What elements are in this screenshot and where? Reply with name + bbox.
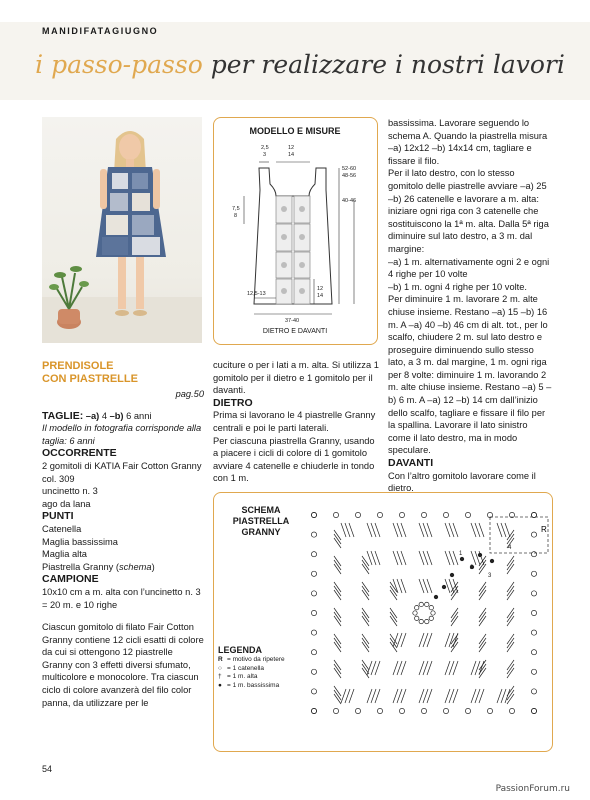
stitch-mark (453, 689, 458, 703)
repeat-box (490, 517, 548, 553)
stitch-mark (453, 661, 458, 675)
stitch-mark (393, 551, 398, 565)
stitch-mark (341, 689, 346, 703)
stitch-mark (531, 512, 536, 517)
occorrente-line: uncinetto n. 3 (42, 486, 98, 497)
dim-label: 37-40 (285, 318, 300, 324)
dim-label: 8 (234, 213, 238, 219)
dim-label: 3 (263, 152, 267, 158)
taglie-a-label: –a) (83, 410, 102, 421)
stitch-mark (445, 689, 450, 703)
stitch-mark (333, 512, 338, 517)
stitch-mark (427, 633, 432, 647)
dim-label: 40-46 (342, 198, 357, 204)
legend-item (218, 682, 308, 691)
stitch-mark (501, 689, 506, 703)
legend-item (218, 656, 308, 665)
stitch-mark (397, 551, 402, 565)
stitch-mark (355, 512, 360, 517)
dietro-paragraph: Per ciascuna piastrella Granny, usando a piacere i cicli di colore di 1 gomitolo avviare 4 catenelle e chiuderle in tondo con 1 m. (213, 435, 375, 484)
taglie (42, 410, 204, 423)
occorrente-line: 2 gomitoli di KATIA Fair Cotton Granny (42, 460, 202, 471)
stitch-mark (427, 661, 432, 675)
dim-label: 2,5 (261, 145, 269, 151)
stitch-mark (471, 523, 476, 537)
watermark: PassionForum.ru (495, 784, 570, 794)
stitch-mark (311, 708, 316, 713)
punti-line: Maglia bassissima (42, 536, 118, 547)
punti-line: Maglia alta (42, 549, 87, 560)
stitch-mark (443, 708, 448, 713)
model-photo (42, 117, 202, 343)
stitch-mark (419, 602, 423, 606)
stitch-mark (311, 591, 316, 596)
dietro-paragraph: Prima si lavorano le 4 piastrelle Granny centrali e poi le parti laterali. (213, 410, 376, 433)
stitch-mark (401, 579, 406, 593)
chain-icon: ○ (218, 664, 222, 672)
stitch-mark (429, 606, 433, 610)
legend-text: = 1 catenella (227, 664, 265, 672)
stitch-mark (393, 523, 398, 537)
punti-line: Catenella (42, 523, 82, 534)
yarn-paragraph: Ciascun gomitolo di filato Fair Cotton Granny contiene 12 cicli esatti di colore da cui si ottengono 12 piastrelle Granny con 3 effetti diversi sfumato, multicolore e monocolore. Tra ciascun ciclo di colore avanzerà del filo color panna, da utilizzare per le (42, 622, 204, 708)
stitch-mark (333, 708, 338, 713)
stitch-mark (401, 523, 406, 537)
stitch-mark (490, 559, 494, 563)
stitch-mark (423, 523, 428, 537)
occorrente-title: OCCORRENTE (42, 447, 117, 460)
row-number: 4 (508, 545, 512, 551)
stitch-mark (531, 708, 536, 713)
taglie-b-value: 6 anni (126, 410, 152, 421)
legend-item (218, 673, 308, 682)
stitch-mark (311, 512, 316, 517)
stitch-mark (401, 689, 406, 703)
stitch-mark (478, 553, 482, 557)
stitch-mark (453, 523, 458, 537)
granny-stitch-chart (302, 495, 552, 750)
stitch-mark (375, 551, 380, 565)
legend-item (218, 665, 308, 674)
dim-label: 12 (288, 145, 295, 151)
stitch-mark (419, 619, 423, 623)
stitch-mark (349, 689, 354, 703)
diagram-modello-title: MODELLO E MISURE (249, 126, 341, 136)
stitch-mark (531, 552, 536, 557)
stitch-mark (531, 650, 536, 655)
stitch-mark (531, 669, 536, 674)
stitch-mark (427, 551, 432, 565)
granny-title-line: PIASTRELLA (232, 516, 290, 526)
headline-accent: i passo-passo (35, 50, 203, 79)
stitch-mark (401, 661, 406, 675)
slip-stitch-icon: ● (218, 681, 222, 689)
stitch-mark (505, 523, 510, 537)
punti-title: PUNTI (42, 510, 74, 523)
stitch-mark (311, 630, 316, 635)
stitch-mark (397, 689, 402, 703)
stitch-mark (311, 650, 316, 655)
stitch-mark (311, 571, 316, 576)
stitch-mark (497, 523, 502, 537)
punti-line (42, 561, 204, 574)
stitch-mark (445, 661, 450, 675)
stitch-mark (460, 557, 464, 561)
dim-label: 48-56 (342, 173, 357, 179)
stitch-mark (509, 708, 514, 713)
stitch-mark (401, 551, 406, 565)
dim-label: 52-60 (342, 166, 357, 172)
right-column (388, 117, 552, 495)
stitch-mark (497, 689, 502, 703)
taglie-b-label: –b) (107, 410, 127, 421)
granny-title (224, 505, 298, 538)
stitch-mark (531, 532, 536, 537)
right-paragraph: –b) 1 m. ogni 4 righe per 10 volte. (388, 281, 528, 292)
taglie-a-value: 4 (101, 410, 107, 421)
headline-rest: per realizzare i nostri lavori (202, 50, 565, 79)
stitch-mark (475, 661, 480, 675)
magazine-brand: MANIDIFATA (42, 26, 113, 36)
stitch-mark (427, 689, 432, 703)
stitch-mark (531, 610, 536, 615)
page-reference: pag.50 (175, 389, 204, 399)
right-paragraph: –a) 1 m. alternativamente ogni 2 e ogni 4 righe per 10 volte (388, 256, 550, 280)
magazine-month: GIUGNO (112, 26, 159, 36)
stitch-mark (443, 512, 448, 517)
occorrente-line: ago da lana (42, 498, 91, 509)
stitch-mark (445, 551, 450, 565)
stitch-mark (397, 579, 402, 593)
page-header (0, 0, 590, 100)
legend (218, 645, 308, 690)
stitch-mark (531, 571, 536, 576)
punti-last: Piastrella Granny ( (42, 561, 119, 572)
diagram-modello-caption: DIETRO E DAVANTI (262, 328, 328, 335)
right-paragraph: bassissima. Lavorare seguendo lo schema A. Quando la piastrella misura –a) 12x12 –b) 14x14 cm, tagliare e fissare il filo. (388, 118, 548, 166)
davanti-text: Con l’altro gomitolo lavorare come il dietro. (388, 470, 536, 494)
stitch-mark (371, 661, 376, 675)
stitch-mark (475, 689, 480, 703)
stitch-mark (449, 551, 454, 565)
stitch-mark (450, 573, 454, 577)
campione-text: 10x10 cm a m. alta con l’uncinetto n. 3 = 20 m. e 10 righe (42, 586, 201, 610)
stitch-mark (449, 689, 454, 703)
stitch-mark (501, 523, 506, 537)
punti-last-end: ) (151, 561, 155, 572)
stitch-mark (419, 551, 424, 565)
stitch-mark (471, 689, 476, 703)
davanti-title: DAVANTI (388, 457, 434, 470)
dress-schematic (214, 140, 376, 340)
stitch-mark (397, 523, 402, 537)
stitch-mark (367, 523, 372, 537)
stitch-mark (375, 689, 380, 703)
stitch-mark (371, 689, 376, 703)
stitch-mark (425, 602, 429, 606)
stitch-mark (311, 669, 316, 674)
stitch-mark (377, 512, 382, 517)
stitch-mark (449, 523, 454, 537)
stitch-mark (423, 661, 428, 675)
stitch-mark (419, 661, 424, 675)
stitch-mark (465, 708, 470, 713)
stitch-mark (367, 551, 372, 565)
stitch-mark (427, 579, 432, 593)
stitch-mark (531, 689, 536, 694)
stitch-mark (419, 579, 424, 593)
legend-text: = 1 m. bassissima (227, 681, 280, 689)
stitch-mark (371, 551, 376, 565)
stitch-mark (427, 523, 432, 537)
row-number: 1 (459, 551, 463, 557)
stitch-mark (397, 633, 402, 647)
stitch-mark (413, 611, 417, 615)
stitch-mark (421, 512, 426, 517)
stitch-mark (445, 523, 450, 537)
stitch-mark (345, 689, 350, 703)
stitch-mark (429, 616, 433, 620)
dim-label: 14 (317, 293, 324, 299)
stitch-mark (393, 661, 398, 675)
occorrente-line: col. 309 (42, 473, 75, 484)
campione-title: CAMPIONE (42, 573, 99, 586)
stitch-mark (355, 708, 360, 713)
stitch-mark (423, 551, 428, 565)
stitch-mark (345, 523, 350, 537)
stitch-mark (421, 708, 426, 713)
stitch-mark (311, 610, 316, 615)
stitch-mark (401, 633, 406, 647)
right-paragraph: Per diminuire 1 m. lavorare 2 m. alte chiuse insieme. Restano –a) 15 –b) 16 m. A –a) 40 –b) 46 cm di alt. tot., per lo scalfo, chiudere 2 m. sul lato destro e proseguire diminuendo sullo stesso lato, a 3 m. dal margine, 1 m. ogni riga per 8 volte: diminuire 1 m. lavorando 2 m. alte chiuse insieme. Restano –a) 5 –b) 6 m. A –a) 12 –b) 14 cm dall’inizio dello scalfo, tagliare e fissare il filo per la spallina. Lavorare il lato sinistro come il lato destro, ma in modo speculare. (388, 294, 552, 456)
punti-last-italic: schema (119, 561, 152, 572)
dim-label: 12 (317, 286, 324, 292)
stitch-mark (531, 630, 536, 635)
stitch-mark (397, 661, 402, 675)
taglie-note: Il modello in fotografia corrisponde alla taglia: 6 anni (42, 423, 202, 446)
stitch-mark (445, 633, 450, 647)
stitch-mark (375, 523, 380, 537)
row-number: 2 (470, 565, 474, 571)
dim-label: 12,5-13 (247, 291, 266, 297)
stitch-mark (434, 595, 438, 599)
magazine-title (42, 26, 158, 36)
stitch-mark (475, 523, 480, 537)
row-number: 3 (488, 573, 492, 579)
dim-label: 7,5 (232, 206, 240, 212)
repeat-label: R (541, 525, 547, 534)
stitch-mark (531, 591, 536, 596)
stitch-mark (449, 661, 454, 675)
stitch-mark (471, 661, 476, 675)
stitch-mark (479, 689, 484, 703)
right-paragraph: Per il lato destro, con lo stesso gomitolo delle piastrelle avviare –a) 25 –b) 26 catenelle e lavorare a m. alta: iniziare ogni riga con 3 catenelle che sostituiscono la 1ª m. alta. Dalla 5ª riga diminuire sul lato destro, a 3 m. dal margine: (388, 168, 549, 254)
stitch-mark (487, 708, 492, 713)
stitch-mark (431, 611, 435, 615)
stitch-mark (423, 689, 428, 703)
stitch-mark (471, 551, 476, 565)
taglie-label: TAGLIE: (42, 409, 84, 422)
legend-text: = 1 m. alta (227, 673, 258, 680)
stitch-mark (393, 633, 398, 647)
granny-title-line: SCHEMA (241, 505, 281, 515)
stitch-mark (423, 579, 428, 593)
girl-figure (96, 131, 166, 316)
stitch-mark (367, 689, 372, 703)
stitch-mark (349, 523, 354, 537)
project-title-line1: PRENDISOLE (42, 360, 114, 372)
stitch-mark (415, 606, 419, 610)
stitch-mark (311, 689, 316, 694)
double-crochet-icon: † (218, 673, 222, 680)
project-title-line2: CON PIASTRELLE (42, 373, 138, 385)
stitch-mark (442, 585, 446, 589)
photo-illustration (42, 117, 202, 343)
stitch-mark (399, 708, 404, 713)
stitch-mark (371, 523, 376, 537)
stitch-mark (419, 689, 424, 703)
dietro-title: DIETRO (213, 396, 253, 409)
stitch-mark (377, 708, 382, 713)
stitch-mark (341, 523, 346, 537)
mid-continuation: cuciture o per i lati a m. alta. Si utilizza 1 gomitolo per il dietro e 1 gomitolo per il davanti. (213, 360, 379, 396)
legend-title: LEGENDA (218, 645, 263, 655)
diagram-granny-box (213, 492, 553, 752)
stitch-mark (399, 512, 404, 517)
granny-title-line: GRANNY (241, 527, 281, 537)
stitch-mark (375, 661, 380, 675)
legend-text: = motivo da ripetere (227, 656, 285, 663)
stitch-mark (479, 523, 484, 537)
stitch-mark (415, 616, 419, 620)
stitch-mark (465, 512, 470, 517)
stitch-mark (453, 551, 458, 565)
legend-symbol: R (218, 656, 223, 663)
stitch-mark (419, 523, 424, 537)
left-column (42, 360, 204, 709)
dim-label: 14 (288, 152, 295, 158)
page-headline (30, 50, 570, 79)
stitch-mark (311, 532, 316, 537)
stitch-mark (311, 552, 316, 557)
middle-column (213, 359, 379, 485)
diagram-modello-box (213, 117, 378, 345)
stitch-mark (423, 633, 428, 647)
page-number: 54 (42, 764, 53, 774)
stitch-mark (425, 619, 429, 623)
stitch-mark (419, 633, 424, 647)
stitch-mark (393, 689, 398, 703)
